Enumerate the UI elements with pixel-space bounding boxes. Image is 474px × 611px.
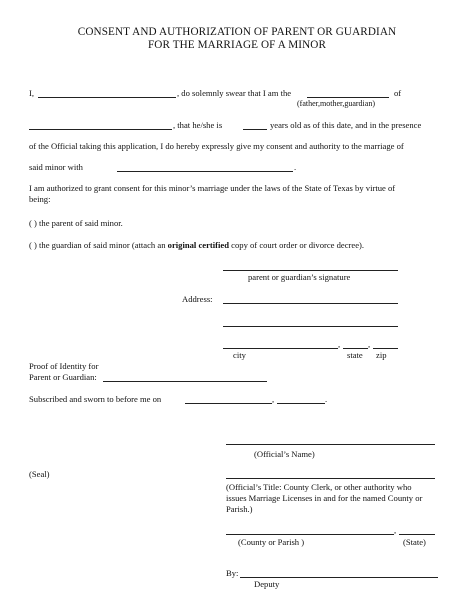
zip-label: zip: [376, 350, 387, 360]
spouse-name-line[interactable]: [117, 171, 293, 172]
form-title-line-1: CONSENT AND AUTHORIZATION OF PARENT OR GUARDIAN: [77, 26, 397, 38]
county-comma: ,: [394, 525, 397, 535]
minor-with-prefix: said minor with: [29, 162, 83, 172]
city-label: city: [233, 350, 246, 360]
minor-name-line[interactable]: [29, 129, 172, 130]
official-name-line[interactable]: [226, 444, 435, 445]
county-line[interactable]: [226, 534, 394, 535]
deputy-line[interactable]: [240, 577, 438, 578]
age-text-2: years old as of this date, and in the presence: [270, 120, 422, 130]
deputy-label: Deputy: [254, 579, 280, 589]
proof-line-1: Proof of Identity for: [29, 361, 99, 371]
signature-label: parent or guardian’s signature: [248, 272, 351, 282]
official-title-line-2: issues Marriage Licenses in and for the named County or: [226, 493, 423, 503]
address-line-1[interactable]: [223, 303, 398, 304]
zip-line[interactable]: [373, 348, 398, 349]
relation-line[interactable]: [307, 97, 389, 98]
declarant-name-line[interactable]: [38, 97, 176, 98]
form-title-line-2: FOR THE MARRIAGE OF A MINOR: [147, 39, 327, 51]
seal-label: (Seal): [29, 469, 50, 479]
swear-text: , do solemnly swear that I am the: [177, 88, 292, 98]
age-line[interactable]: [243, 129, 267, 130]
sworn-date-line[interactable]: [185, 403, 272, 404]
option-guardian[interactable]: [29, 240, 364, 250]
subscribed-text: Subscribed and sworn to before me on: [29, 394, 162, 404]
age-text-1: , that he/she is: [173, 120, 223, 130]
swear-of: of: [394, 88, 402, 98]
authorized-line-2: being:: [29, 194, 51, 204]
minor-with-suffix: .: [294, 162, 297, 172]
proof-line-2: Parent or Guardian:: [29, 372, 97, 382]
proof-line[interactable]: [103, 381, 267, 382]
subscribed-comma: ,: [272, 394, 275, 404]
official-name-label: (Official’s Name): [254, 449, 315, 459]
official-title-line-3: Parish.): [226, 504, 253, 514]
subscribed-period: .: [325, 394, 328, 404]
address-line-2[interactable]: [223, 326, 398, 327]
official-title-line[interactable]: [226, 478, 435, 479]
option-guardian-post: copy of court order or divorce decree).: [231, 240, 365, 250]
relation-hint: (father,mother,guardian): [297, 99, 375, 108]
address-label: Address:: [182, 294, 213, 304]
sworn-year-line[interactable]: [277, 403, 325, 404]
state-name-label: (State): [403, 537, 426, 547]
option-parent[interactable]: ( ) the parent of said minor.: [29, 218, 123, 228]
state-name-line[interactable]: [399, 534, 435, 535]
option-guardian-bold: original certified: [167, 240, 229, 250]
option-guardian-pre: ( ) the guardian of said minor (attach an: [29, 240, 166, 250]
state-line[interactable]: [343, 348, 368, 349]
authorized-line-1: I am authorized to grant consent for this minor’s marriage under the laws of the State of Texas by virtue of: [29, 183, 396, 193]
address-comma-2: ,: [368, 339, 371, 349]
swear-prefix: I,: [29, 88, 35, 98]
signature-line[interactable]: [223, 270, 398, 271]
official-title-line-1: (Official’s Title: County Clerk, or other authority who: [226, 482, 412, 492]
official-sentence: of the Official taking this application, I do hereby expressly give my consent and authority to the marriage of: [29, 141, 404, 151]
city-line[interactable]: [223, 348, 338, 349]
state-label: state: [347, 350, 363, 360]
address-comma-1: ,: [338, 339, 341, 349]
by-label: By:: [226, 568, 239, 578]
county-label: (County or Parish ): [238, 537, 305, 547]
